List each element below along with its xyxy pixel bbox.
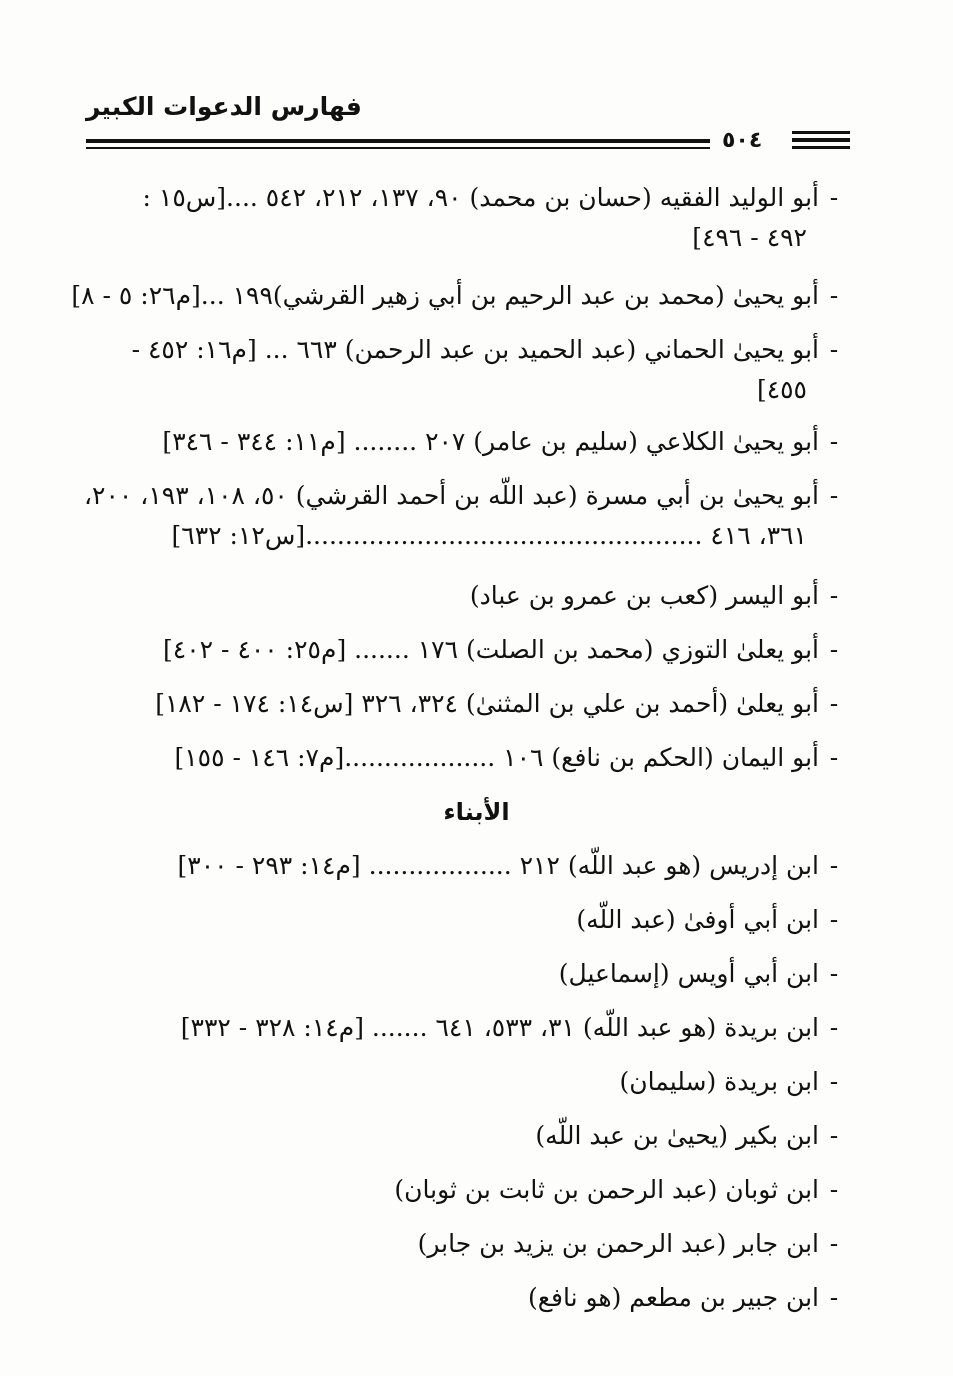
entry-dash: - [829,281,839,310]
entry-text: ابن جبير بن مطعم (هو نافع) [527,1283,819,1312]
index-entry [71,276,849,316]
entry-dash: - [829,689,839,718]
entry-dash: - [829,1283,839,1312]
entry-dash: - [829,481,839,510]
entry-dash: - [829,1229,839,1258]
index-entry [86,954,849,994]
header-rule-right-top [792,131,850,134]
index-entry [86,422,849,462]
entry-continuation: ٤٩٢ - ٤٩٦] [692,223,807,252]
entry-text: ابن ثوبان (عبد الرحمن بن ثابت بن ثوبان) [394,1175,819,1204]
entry-dash: - [829,635,839,664]
entry-text: أبو اليسر (كعب بن عمرو بن عباد) [469,581,819,610]
entry-dash: - [829,335,839,364]
header-rule-left-thick [86,139,710,143]
entry-continuation: ٣٦١، ٤١٦ ..................................................[س١٢: ٦٣٢] [171,521,807,550]
page-number: ٥٠٤ [722,128,763,153]
running-title: فهارس الدعوات الكبير [86,92,362,121]
section-heading: الأبناء [443,798,510,826]
index-entry [86,1278,849,1318]
index-entry [86,576,849,616]
entry-text: أبو يحيىٰ (محمد بن عبد الرحيم بن أبي زهير القرشي)١٩٩ ...[م٢٦: ٥ - ٨] [71,281,819,310]
entry-text: ابن أبي أويس (إسماعيل) [558,959,819,988]
index-entry [86,738,849,778]
entry-continuation: ٤٥٥] [756,375,807,404]
entry-dash: - [829,1121,839,1150]
header-rule-right-bottom [792,146,850,149]
entry-dash: - [829,183,839,212]
index-entry [86,1062,849,1102]
entry-text: أبو يحيىٰ الكلاعي (سليم بن عامر) ٢٠٧ ........ [م١١: ٣٤٤ - ٣٤٦] [162,427,819,456]
entry-dash: - [829,959,839,988]
index-entry [86,846,849,886]
entry-text: ابن بريدة (سليمان) [619,1067,819,1096]
entry-text: أبو اليمان (الحكم بن نافع) ١٠٦ ...................[م٧: ١٤٦ - ١٥٥] [174,743,819,772]
entry-dash: - [829,1175,839,1204]
index-entry [86,1224,849,1264]
entry-text: ابن أبي أوفىٰ (عبد اللّه) [576,905,819,934]
index-entry [86,178,849,258]
entry-text: أبو يعلىٰ (أحمد بن علي بن المثنىٰ) ٣٢٤، ٣٢٦ [س١٤: ١٧٤ - ١٨٢] [155,689,819,718]
index-entry [86,1116,849,1156]
entry-text: أبو يعلىٰ التوزي (محمد بن الصلت) ١٧٦ ....... [م٢٥: ٤٠٠ - ٤٠٢] [163,635,819,664]
index-entry [86,630,849,670]
entry-dash: - [829,851,839,880]
entry-dash: - [829,905,839,934]
index-entry [86,900,849,940]
entry-text: ابن جابر (عبد الرحمن بن يزيد بن جابر) [417,1229,819,1258]
header-rule-right-mid [792,138,850,142]
index-entry [86,330,849,410]
entry-text: أبو الوليد الفقيه (حسان بن محمد) ٩٠، ١٣٧، ٢١٢، ٥٤٢ ....[س١٥ : [142,183,819,212]
index-entry [86,684,849,724]
index-entry [83,476,849,556]
entry-text: ابن إدريس (هو عبد اللّه) ٢١٢ .................. [م١٤: ٢٩٣ - ٣٠٠] [177,851,819,880]
entry-dash: - [829,743,839,772]
entry-dash: - [829,1067,839,1096]
entry-text: ابن بكير (يحيىٰ بن عبد اللّه) [535,1121,819,1150]
entry-dash: - [829,581,839,610]
entry-dash: - [829,427,839,456]
index-entry [86,1008,849,1048]
entry-text: ابن بريدة (هو عبد اللّه) ٣١، ٥٣٣، ٦٤١ ....... [م١٤: ٣٢٨ - ٣٣٢] [180,1013,819,1042]
entry-text: أبو يحيىٰ الحماني (عبد الحميد بن عبد الرحمن) ٦٦٣ ... [م١٦: ٤٥٢ - [131,335,819,364]
entry-text: أبو يحيىٰ بن أبي مسرة (عبد اللّه بن أحمد القرشي) ٥٠، ١٠٨، ١٩٣، ٢٠٠، [83,481,819,510]
header-rule-left-thin [86,147,710,149]
entry-dash: - [829,1013,839,1042]
index-entry [86,1170,849,1210]
